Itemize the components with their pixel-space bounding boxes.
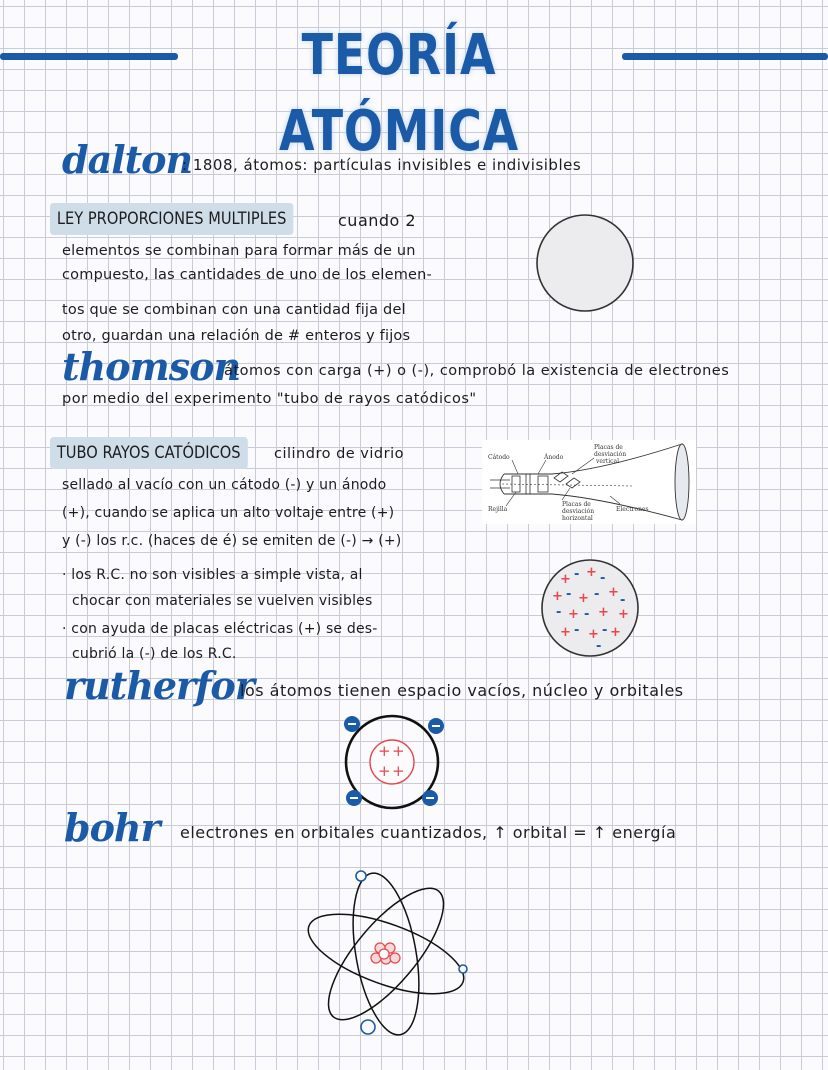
charge-minus: -: [584, 607, 590, 622]
ley-line-0: cuando 2: [338, 211, 417, 230]
charge-plus: +: [568, 607, 579, 622]
electron: [356, 871, 366, 881]
tubo-line-4: · los R.C. no son visibles a simple vista, al: [62, 567, 363, 583]
charge-plus: +: [588, 627, 599, 642]
ley-line-1: elementos se combinan para formar más de un: [62, 243, 416, 259]
cathode-ray-tube-diagram: [482, 440, 696, 524]
dalton-atom-diagram: [535, 213, 635, 313]
nucleus-charge: +: [392, 762, 405, 780]
charge-plus: +: [552, 589, 563, 604]
charge-plus: +: [608, 585, 619, 600]
thomson-atom-diagram: [538, 556, 642, 660]
tubo-line-1: sellado al vacío con un cátodo (-) y un ánodo: [62, 477, 387, 493]
label-placas-h-1: desviación: [562, 508, 595, 515]
label-placas-v-1: desviación: [594, 451, 627, 458]
charge-plus: +: [586, 565, 597, 580]
charge-minus: -: [602, 623, 608, 638]
label-placas-h-0: Placas de: [562, 501, 591, 508]
charge-plus: +: [598, 605, 609, 620]
rutherford-atom-diagram: [338, 712, 448, 812]
tubo-line-2: (+), cuando se aplica un alto voltaje entre (+): [62, 505, 395, 521]
ley-line-4: otro, guardan una relación de # enteros y fijos: [62, 328, 411, 344]
charge-minus: -: [620, 593, 626, 608]
page-title: TEORÍA ATÓMICA: [278, 23, 520, 164]
label-placas-v-0: Placas de: [594, 444, 623, 451]
rutherford-text: los átomos tienen espacio vacíos, núcleo y orbitales: [240, 681, 684, 700]
charge-plus: +: [560, 625, 571, 640]
nucleus-charge: +: [378, 762, 391, 780]
charge-minus: -: [600, 571, 606, 586]
ley-line-2: compuesto, las cantidades de uno de los elemen-: [62, 267, 432, 283]
tubo-line-6: · con ayuda de placas eléctricas (+) se des-: [62, 621, 378, 637]
dalton-heading: dalton: [62, 137, 193, 182]
charge-minus: -: [594, 587, 600, 602]
charge-minus: -: [566, 587, 572, 602]
charge-minus: -: [596, 639, 602, 654]
charge-plus: +: [560, 572, 571, 587]
label-placas-h-2: horizontal: [562, 515, 593, 522]
charge-minus: -: [574, 567, 580, 582]
charge-minus: -: [556, 605, 562, 620]
dalton-text: : 1808, átomos: partículas invisibles e indivisibles: [182, 156, 582, 174]
thomson-line-1: por medio del experimento "tubo de rayos catódicos": [62, 391, 477, 407]
bohr-atom-diagram: [296, 866, 476, 1038]
ley-line-3: tos que se combinan con una cantidad fija del: [62, 302, 406, 318]
electron: [361, 1020, 375, 1034]
ley-highlight: LEY PROPORCIONES MULTIPLES: [50, 203, 293, 235]
bohr-heading: bohr: [64, 805, 160, 850]
tubo-line-7: cubrió la (-) de los R.C.: [72, 646, 237, 662]
tubo-line-5: chocar con materiales se vuelven visibles: [72, 593, 373, 609]
dalton-sphere: [537, 215, 633, 311]
nucleus-charge: +: [378, 742, 391, 760]
nucleus-charge: +: [392, 742, 405, 760]
thomson-heading: thomson: [62, 344, 241, 389]
rutherford-heading: rutherfor: [64, 663, 254, 708]
title-rule-right: [622, 53, 828, 60]
label-electrones: Electrones: [616, 506, 649, 513]
bohr-nucleus: [371, 943, 400, 964]
electron: [459, 965, 467, 973]
label-rejilla: Rejilla: [488, 506, 508, 513]
label-placas-v-2: vertical: [596, 458, 619, 465]
label-catodo: Cátodo: [488, 454, 510, 461]
charge-plus: +: [578, 591, 589, 606]
tubo-line-3: y (-) los r.c. (haces de é) se emiten de (-) → (+): [62, 533, 402, 549]
bohr-text: electrones en orbitales cuantizados, ↑ orbital = ↑ energía: [180, 823, 677, 842]
thomson-line-0: átomos con carga (+) o (-), comprobó la existencia de electrones: [224, 363, 730, 379]
tubo-highlight: TUBO RAYOS CATÓDICOS: [50, 437, 247, 469]
charge-minus: -: [574, 623, 580, 638]
title-rule-left: [0, 53, 178, 60]
tubo-line-0: cilindro de vidrio: [274, 446, 404, 462]
charge-plus: +: [618, 607, 629, 622]
charge-plus: +: [610, 625, 621, 640]
label-anodo: Ánodo: [544, 454, 564, 461]
